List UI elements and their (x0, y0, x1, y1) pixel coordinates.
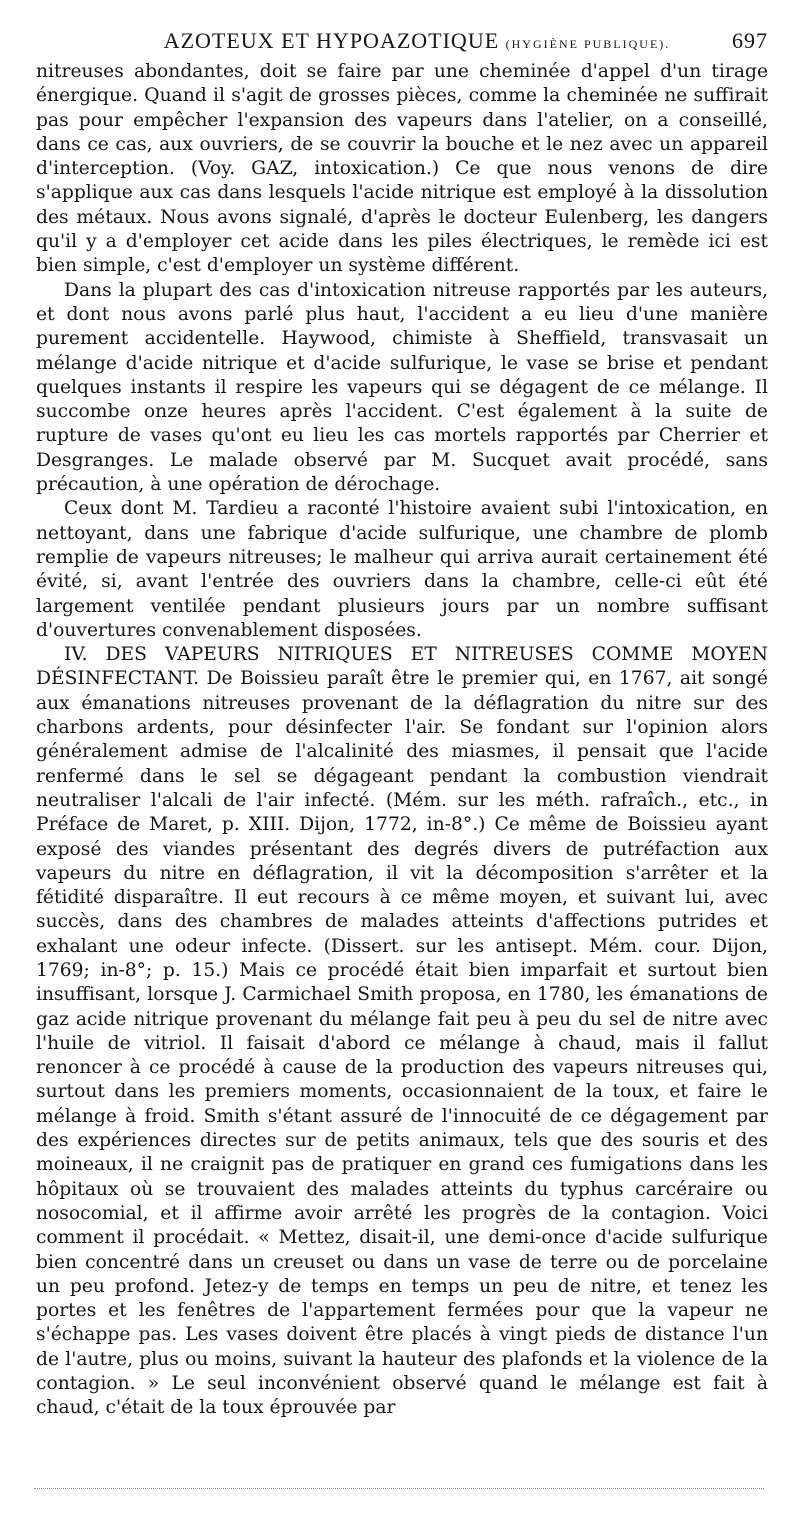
bottom-dotted-rule (34, 1488, 764, 1489)
book-page (36, 18, 768, 1421)
body-text (36, 60, 768, 1421)
running-header (36, 18, 768, 60)
paragraph-1: nitreuses abondantes, doit se faire par une cheminée d'appel d'un tirage énergique. Quand il s'agit de grosses pièces, comme la cheminée ne suffirait pas pour empêcher l'expansion des vapeurs dans l'atelier, on a conseillé, dans ce cas, aux ouvriers, de se couvrir la bouche et le nez avec un appareil d'interception. (Voy. GAZ, intoxication.) Ce que nous venons de dire s'applique aux cas dans lesquels l'acide nitrique est employé à la dissolution des métaux. Nous avons signalé, d'après le docteur Eulenberg, les dangers qu'il y a d'employer cet acide dans les piles électriques, le remède ici est bien simple, c'est d'employer un système différent. (36, 61, 768, 277)
paragraph-3: Ceux dont M. Tardieu a raconté l'histoire avaient subi l'intoxication, en nettoyant, dans une fabrique d'acide sulfurique, une chambre de plomb remplie de vapeurs nitreuses; le malheur qui arriva aurait certainement été évité, si, avant l'entrée des ouvriers dans la chambre, celle-ci eût été largement ventilée pendant plusieurs jours par un nombre suffisant d'ouvertures convenablement disposées. (36, 498, 768, 641)
header-title-block (36, 28, 768, 54)
header-title: AZOTEUX ET HYPOAZOTIQUE (163, 28, 500, 53)
paragraph-2: Dans la plupart des cas d'intoxication nitreuse rapportés par les auteurs, et dont nous avons parlé plus haut, l'accident a eu lieu d'une manière purement accidentelle. Haywood, chimiste à Sheffield, transvasait un mélange d'acide nitrique et d'acide sulfurique, le vase se brise et pendant quelques instants il respire les vapeurs qui se dégagent de ce mélange. Il succombe onze heures après l'accident. C'est également à la suite de rupture de vases qu'ont eu lieu les cas mortels rapportés par Cherrier et Desgranges. Le malade observé par M. Sucquet avait procédé, sans précaution, à une opération de dérochage. (36, 279, 768, 496)
paragraph-4: IV. DES VAPEURS NITRIQUES ET NITREUSES COMME MOYEN DÉSINFECTANT. De Boissieu paraît être le premier qui, en 1767, ait songé aux émanations nitreuses provenant de la déflagration du nitre sur des charbons ardents, pour désinfecter l'air. Se fondant sur l'opinion alors généralement admise de l'alcalinité des miasmes, il pensait que l'acide renfermé dans le sel se dégageant pendant la combustion viendrait neutraliser l'alcali de l'air infecté. (Mém. sur les méth. rafraîch., etc., in Préface de Maret, p. XIII. Dijon, 1772, in-8°.) Ce même de Boissieu ayant exposé des viandes présentant des degrés divers de putréfaction aux vapeurs du nitre en déflagration, il vit la décomposition s'arrêter et la fétidité disparaître. Il eut recours à ce même moyen, et suivant lui, avec succès, dans des chambres de malades atteints d'affections putrides et exhalant une odeur infecte. (Dissert. sur les antisept. Mém. cour. Dijon, 1769; in-8°; p. 15.) Mais ce procédé était bien imparfait et surtout bien insuffisant, lorsque J. Carmichael Smith proposa, en 1780, les émanations de gaz acide nitrique provenant du mélange fait peu à peu du sel de nitre avec l'huile de vitriol. Il faisait d'abord ce mélange à chaud, mais il fallut renoncer à ce procédé à cause de la production des vapeurs nitreuses qui, surtout dans les premiers moments, occasionnaient de la toux, et faire le mélange à froid. Smith s'étant assuré de l'innocuité de ce dégagement par des expériences directes sur de petits animaux, tels que des souris et des moineaux, il ne craignit pas de pratiquer en grand ces fumigations dans les hôpitaux où se trouvaient des malades atteints du typhus carcéraire ou nosocomial, et il affirme avoir arrêté les progrès de la contagion. Voici comment il procédait. « Mettez, disait-il, une demi-once d'acide sulfurique bien concentré dans un creuset ou dans un vase de terre ou de porcelaine un peu profond. Jetez-y de temps en temps un peu de nitre, et tenez les portes et les fenêtres de l'appartement fermées pour que la vapeur ne s'échappe pas. Les vases doivent être placés à vingt pieds de distance l'un de l'autre, plus ou moins, suivant la hauteur des plafonds et la violence de la contagion. » Le seul inconvénient observé quand le mélange est fait à chaud, c'était de la toux éprouvée par (36, 644, 768, 1419)
header-subtitle: (HYGIÈNE PUBLIQUE). (505, 37, 671, 51)
page-number: 697 (732, 28, 768, 53)
